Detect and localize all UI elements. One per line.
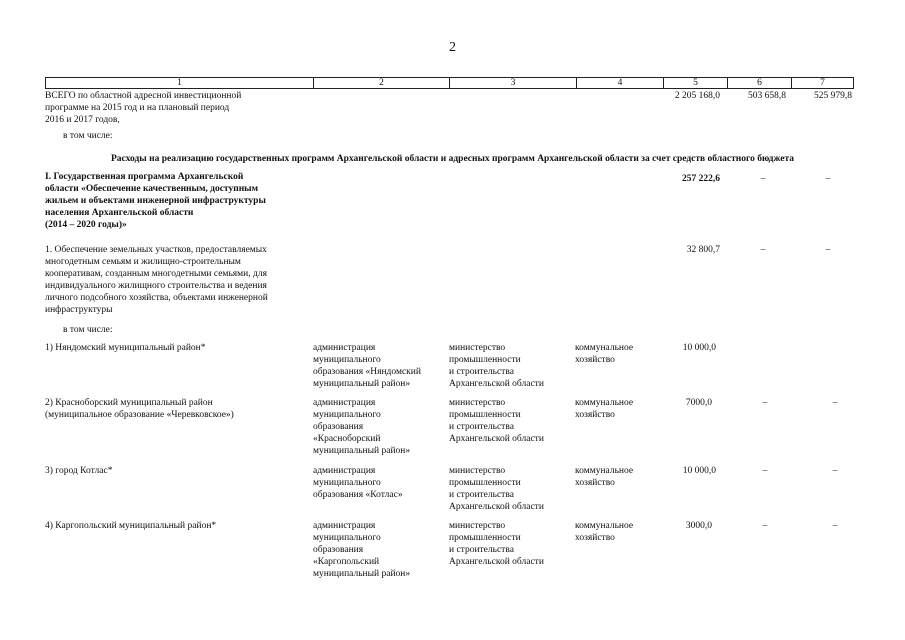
col-header-2: 2 — [314, 78, 450, 89]
row-value-7: – — [832, 466, 838, 476]
total-value-5: 2 205 168,0 — [674, 91, 720, 101]
item-title: 1. Обеспечение земельных участков, предоставляемых многодетным семьям и жилищно-строительным кооперативам, созданным многодетными семьями, для индивидуального жилищного строительства и ведения личного подсобного хозяйства, объектами инженерной инфраструктуры — [45, 245, 268, 315]
program-value-6: – — [760, 174, 766, 184]
col-header-7: 7 — [792, 78, 854, 89]
row-branch: коммунальное хозяйство — [575, 466, 634, 488]
row-value-5: 10 000,0 — [682, 343, 716, 353]
row-name: 4) Каргопольский муниципальный район* — [45, 521, 217, 531]
col-header-5: 5 — [664, 78, 728, 89]
program-value-7: – — [825, 174, 831, 184]
item-value-7: – — [825, 245, 831, 255]
row-value-5: 7000,0 — [685, 398, 712, 408]
row-customer: администрация муниципального образования «Каргопольский муниципальный район» — [313, 521, 411, 579]
row-value-7: – — [832, 398, 838, 408]
item-value-5: 32 800,7 — [686, 245, 720, 255]
item-value-6: – — [760, 245, 766, 255]
row-value-5: 3000,0 — [685, 521, 712, 531]
row-value-7: – — [832, 521, 838, 531]
row-branch: коммунальное хозяйство — [575, 398, 634, 420]
row-branch: коммунальное хозяйство — [575, 343, 634, 365]
row-branch: коммунальное хозяйство — [575, 521, 634, 543]
row-customer: администрация муниципального образования «Красноборский муниципальный район» — [313, 398, 411, 456]
row-customer: администрация муниципального образования «Няндомский муниципальный район» — [313, 343, 421, 389]
including-label: в том числе: — [63, 131, 113, 141]
program-value-5: 257 222,6 — [682, 174, 720, 184]
column-number-header — [45, 77, 854, 89]
row-administrator: министерство промышленности и строительства Архангельской области — [449, 521, 544, 567]
including-label: в том числе: — [63, 325, 113, 335]
row-value-6: – — [762, 466, 768, 476]
program-title: I. Государственная программа Архангельской области «Обеспечение качественным, доступным жильем и объектами инженерной инфраструктуры населения Архангельской области (2014 – 2020 годы)» — [45, 172, 266, 230]
row-value-6: – — [762, 398, 768, 408]
row-name: 3) город Котлас* — [45, 466, 113, 476]
col-header-4: 4 — [577, 78, 664, 89]
row-administrator: министерство промышленности и строительства Архангельской области — [449, 343, 544, 389]
col-header-3: 3 — [450, 78, 577, 89]
page-number: 2 — [449, 40, 456, 55]
row-customer: администрация муниципального образования «Котлас» — [313, 466, 403, 500]
row-value-6: – — [762, 521, 768, 531]
col-header-6: 6 — [728, 78, 792, 89]
row-administrator: министерство промышленности и строительства Архангельской области — [449, 398, 544, 444]
section-heading: Расходы на реализацию государственных программ Архангельской области и адресных программ Архангельской области за счет средств областного бюджета — [110, 154, 794, 164]
row-value-5: 10 000,0 — [682, 466, 716, 476]
row-name: 2) Красноборский муниципальный район (муниципальное образование «Черевковское») — [45, 398, 234, 420]
row-administrator: министерство промышленности и строительства Архангельской области — [449, 466, 544, 512]
total-value-6: 503 658,8 — [748, 91, 786, 101]
col-header-1: 1 — [46, 78, 314, 89]
total-label: ВСЕГО по областной адресной инвестиционной программе на 2015 год и на плановый период 2016 и 2017 годов, — [45, 91, 242, 125]
total-value-7: 525 979,8 — [814, 91, 852, 101]
row-name: 1) Няндомский муниципальный район* — [45, 343, 206, 353]
